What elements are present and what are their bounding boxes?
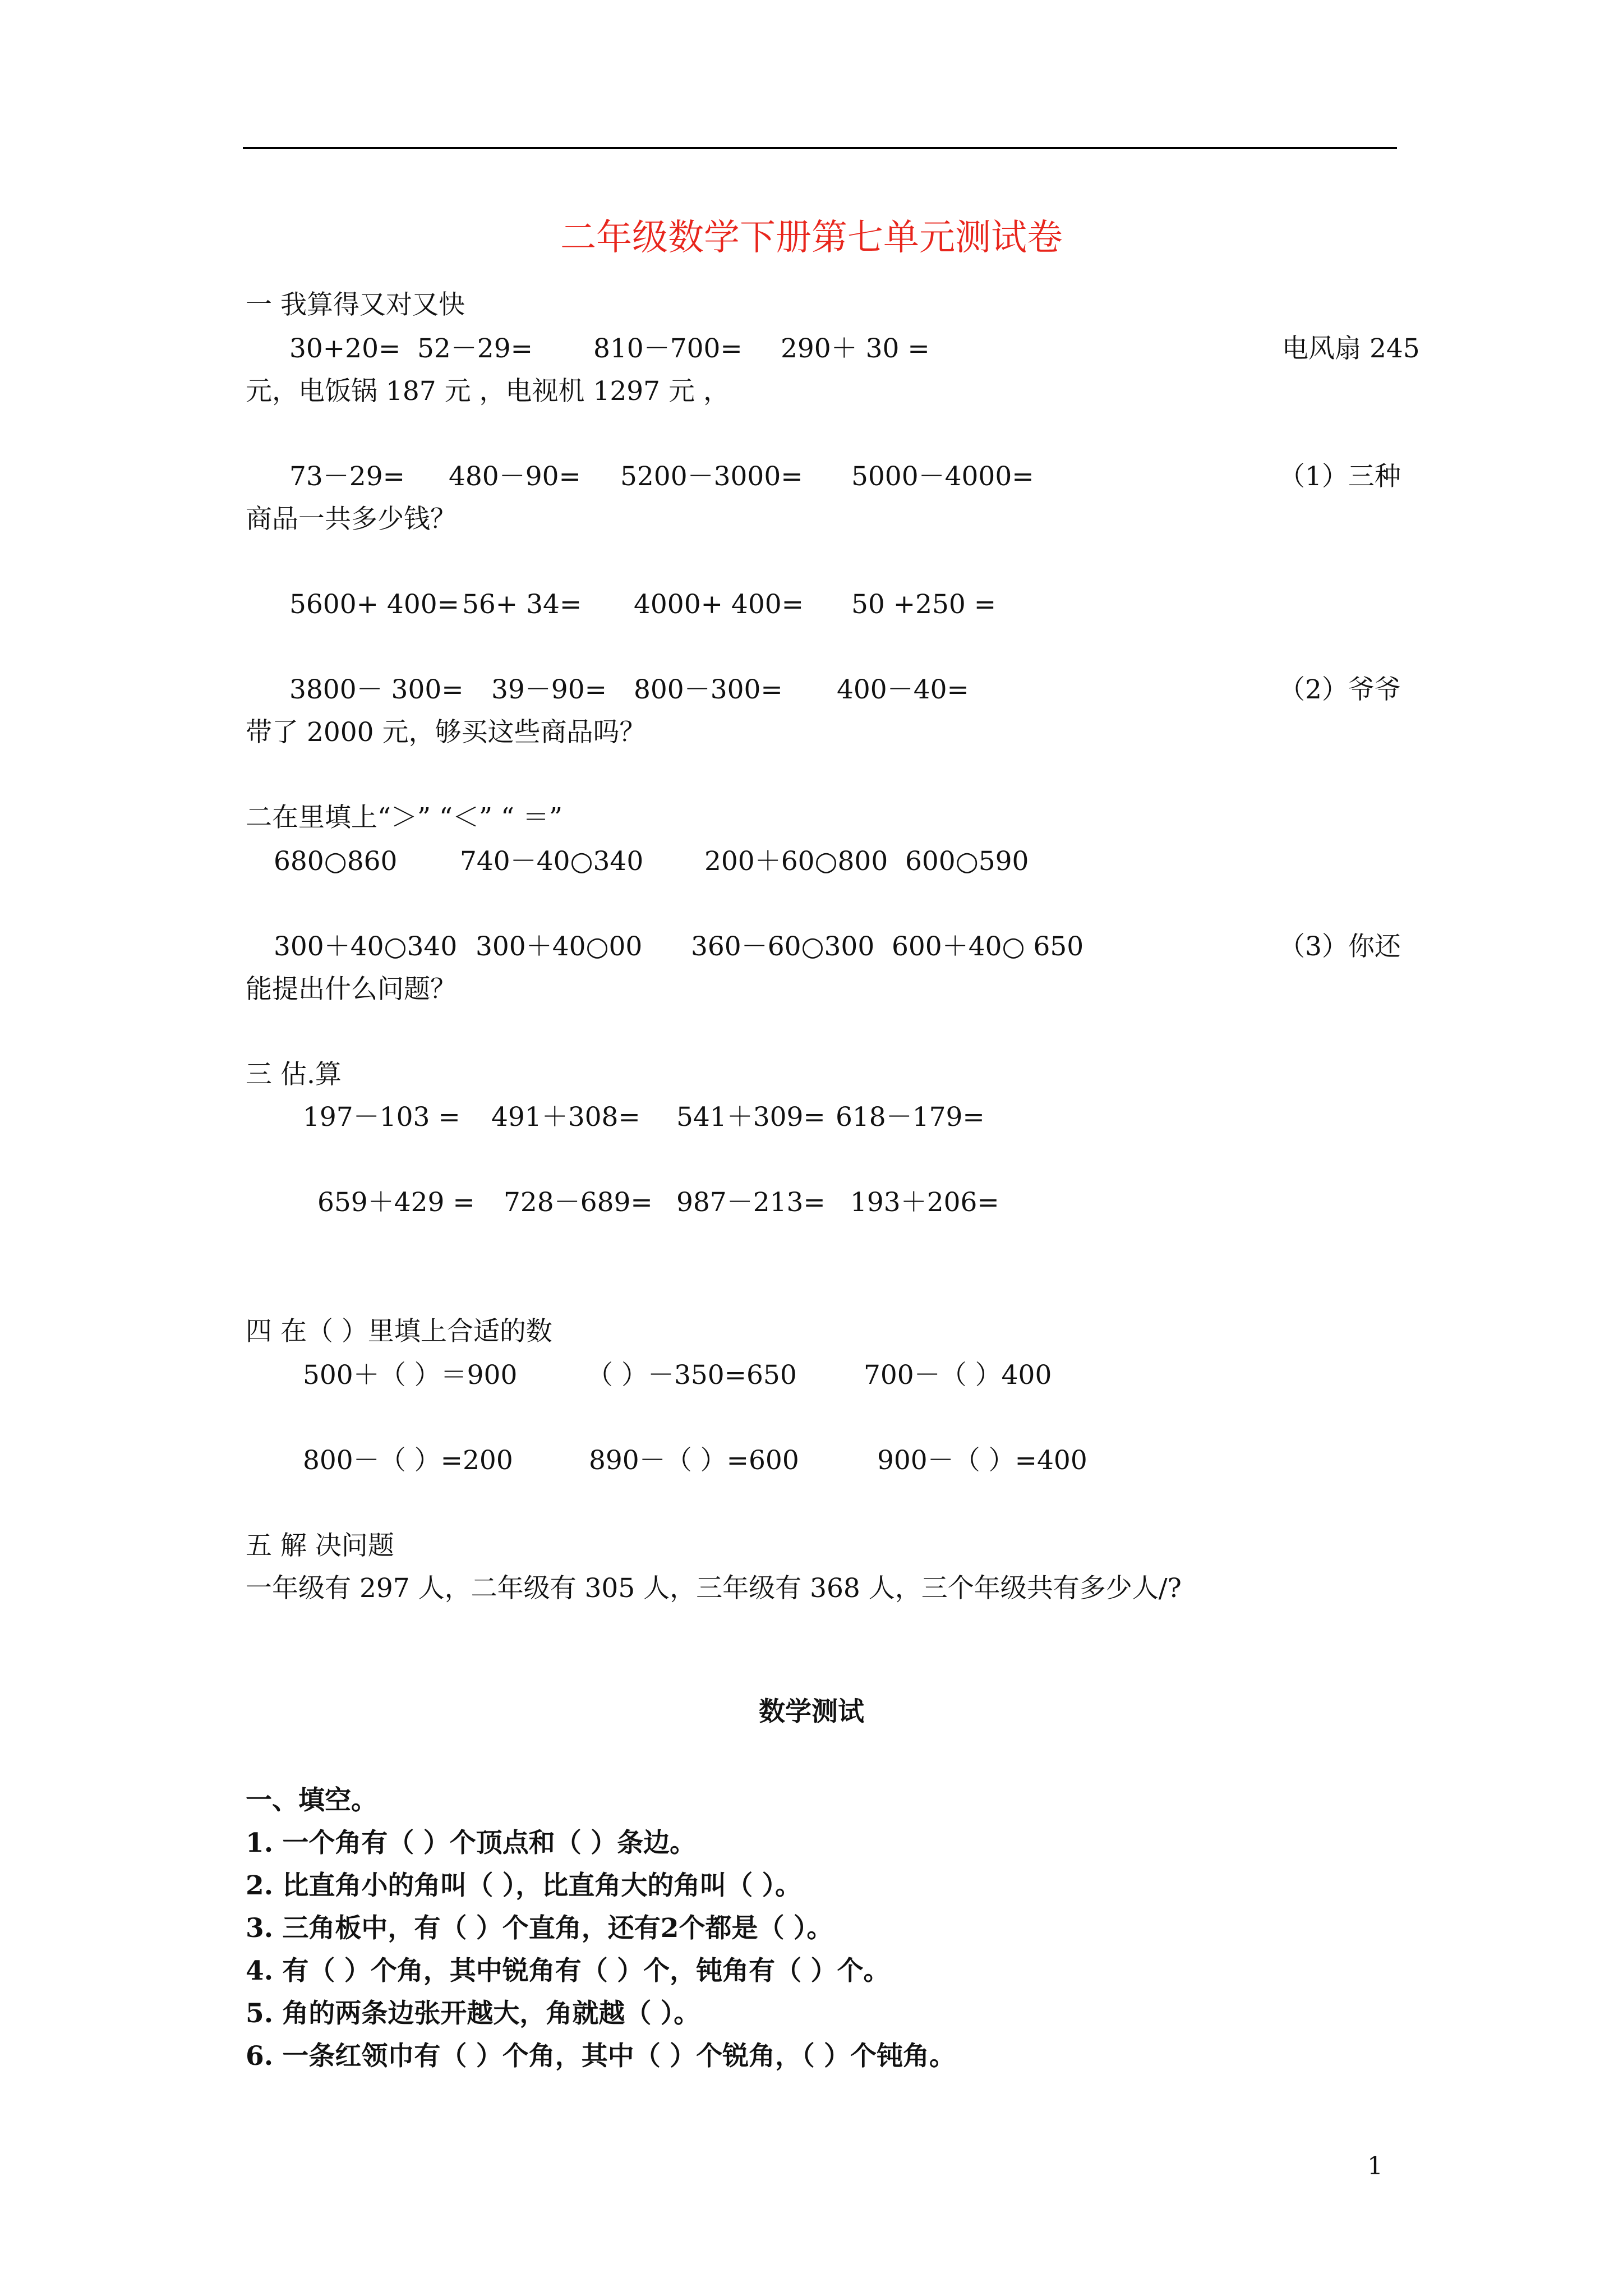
list-item: 4. 有（ ）个角，其中锐角有（ ）个，钝角有（ ）个。 <box>246 1955 890 1986</box>
side-question-3-cont: 能提出什么问题？ <box>246 974 457 1005</box>
side-question-1: （1）三种 <box>1279 461 1401 492</box>
estimate-item: 541＋309= <box>676 1102 826 1133</box>
estimate-item: 987－213= <box>676 1187 826 1218</box>
side-question-2-cont: 带了 2000 元，够买这些商品吗？ <box>246 717 646 748</box>
list-item: 1. 一个角有（ ）个顶点和（ ）条边。 <box>246 1828 697 1858</box>
sub-title: 数学测试 <box>759 1696 864 1727</box>
calc-item: 800－300= <box>634 674 783 705</box>
side-question-2: （2）爷爷 <box>1279 674 1401 705</box>
fill-blank-item: 800－（ ）=200 <box>303 1445 513 1476</box>
calc-item: 39－90= <box>491 674 607 705</box>
compare-item: 740－40○340 <box>460 846 644 877</box>
calc-item: 480－90= <box>449 461 581 492</box>
fill-blank-item: 900－（ ）=400 <box>877 1445 1087 1476</box>
calc-item: 810－700= <box>593 333 743 364</box>
compare-item: 680○860 <box>274 846 398 877</box>
fill-blank-item: （ ）－350=650 <box>587 1360 797 1391</box>
fill-blank-item: 700－（ ）400 <box>864 1360 1052 1391</box>
estimate-item: 728－689= <box>504 1187 653 1218</box>
header-rule <box>243 147 1397 149</box>
estimate-item: 197－103 = <box>303 1102 460 1133</box>
compare-item: 300＋40○340 <box>274 931 458 962</box>
calc-item: 5200－3000= <box>620 461 803 492</box>
side-question-1-cont: 商品一共多少钱？ <box>246 504 457 535</box>
section-4-heading: 四 在（ ）里填上合适的数 <box>246 1316 552 1347</box>
fill-blank-item: 890－（ ）=600 <box>589 1445 799 1476</box>
calc-item: 4000+ 400= <box>634 589 804 620</box>
list-item: 6. 一条红领巾有（ ）个角，其中（ ）个锐角，（ ）个钝角。 <box>246 2041 956 2072</box>
side-problem-intro: 电风扇 245 <box>1282 333 1420 364</box>
calc-item: 5000－4000= <box>851 461 1034 492</box>
list-item: 2. 比直角小的角叫（ ），比直角大的角叫（ ）。 <box>246 1870 802 1901</box>
page-title: 二年级数学下册第七单元测试卷 <box>560 217 1063 259</box>
calc-item: 56+ 34= <box>462 589 582 620</box>
compare-item: 300＋40○00 <box>476 931 643 962</box>
estimate-item: 618－179= <box>836 1102 985 1133</box>
section-3-heading: 三 估.算 <box>246 1059 342 1090</box>
section-1-heading: 一 我算得又对又快 <box>246 289 465 320</box>
estimate-item: 491＋308= <box>491 1102 640 1133</box>
calc-item: 73－29= <box>289 461 405 492</box>
estimate-item: 193＋206= <box>850 1187 999 1218</box>
list-item: 5. 角的两条边张开越大，角就越（ ）。 <box>246 1998 700 2029</box>
compare-item: 360－60○300 <box>691 931 875 962</box>
calc-item: 50 +250 = <box>851 589 997 620</box>
section-5-heading: 五 解 决问题 <box>246 1530 394 1561</box>
fill-blank-item: 500＋（ ）＝900 <box>303 1360 518 1391</box>
compare-item: 200＋60○800 <box>704 846 888 877</box>
side-problem-intro-cont: 元，电饭锅 187 元 ，电视机 1297 元 ， <box>246 376 730 407</box>
compare-item: 600○590 <box>905 846 1029 877</box>
calc-item: 400－40= <box>837 674 969 705</box>
page-number: 1 <box>1367 2152 1383 2180</box>
calc-item: 5600+ 400= <box>289 589 460 620</box>
word-problem: 一年级有 297 人，二年级有 305 人，三年级有 368 人，三个年级共有多少人/? <box>246 1573 1182 1604</box>
section-2-heading: 二在里填上“＞” “＜” “ ＝” <box>246 802 562 833</box>
calc-item: 290＋ 30 = <box>781 333 930 364</box>
estimate-item: 659＋429 = <box>317 1187 475 1218</box>
side-question-3: （3）你还 <box>1279 931 1401 962</box>
list-item: 3. 三角板中，有（ ）个直角，还有2个都是（ ）。 <box>246 1913 833 1944</box>
calc-item: 3800－ 300= <box>289 674 464 705</box>
fill-heading: 一、填空。 <box>246 1785 377 1816</box>
calc-item: 30+20= <box>289 333 401 364</box>
compare-item: 600＋40○ 650 <box>892 931 1084 962</box>
calc-item: 52－29= <box>417 333 533 364</box>
